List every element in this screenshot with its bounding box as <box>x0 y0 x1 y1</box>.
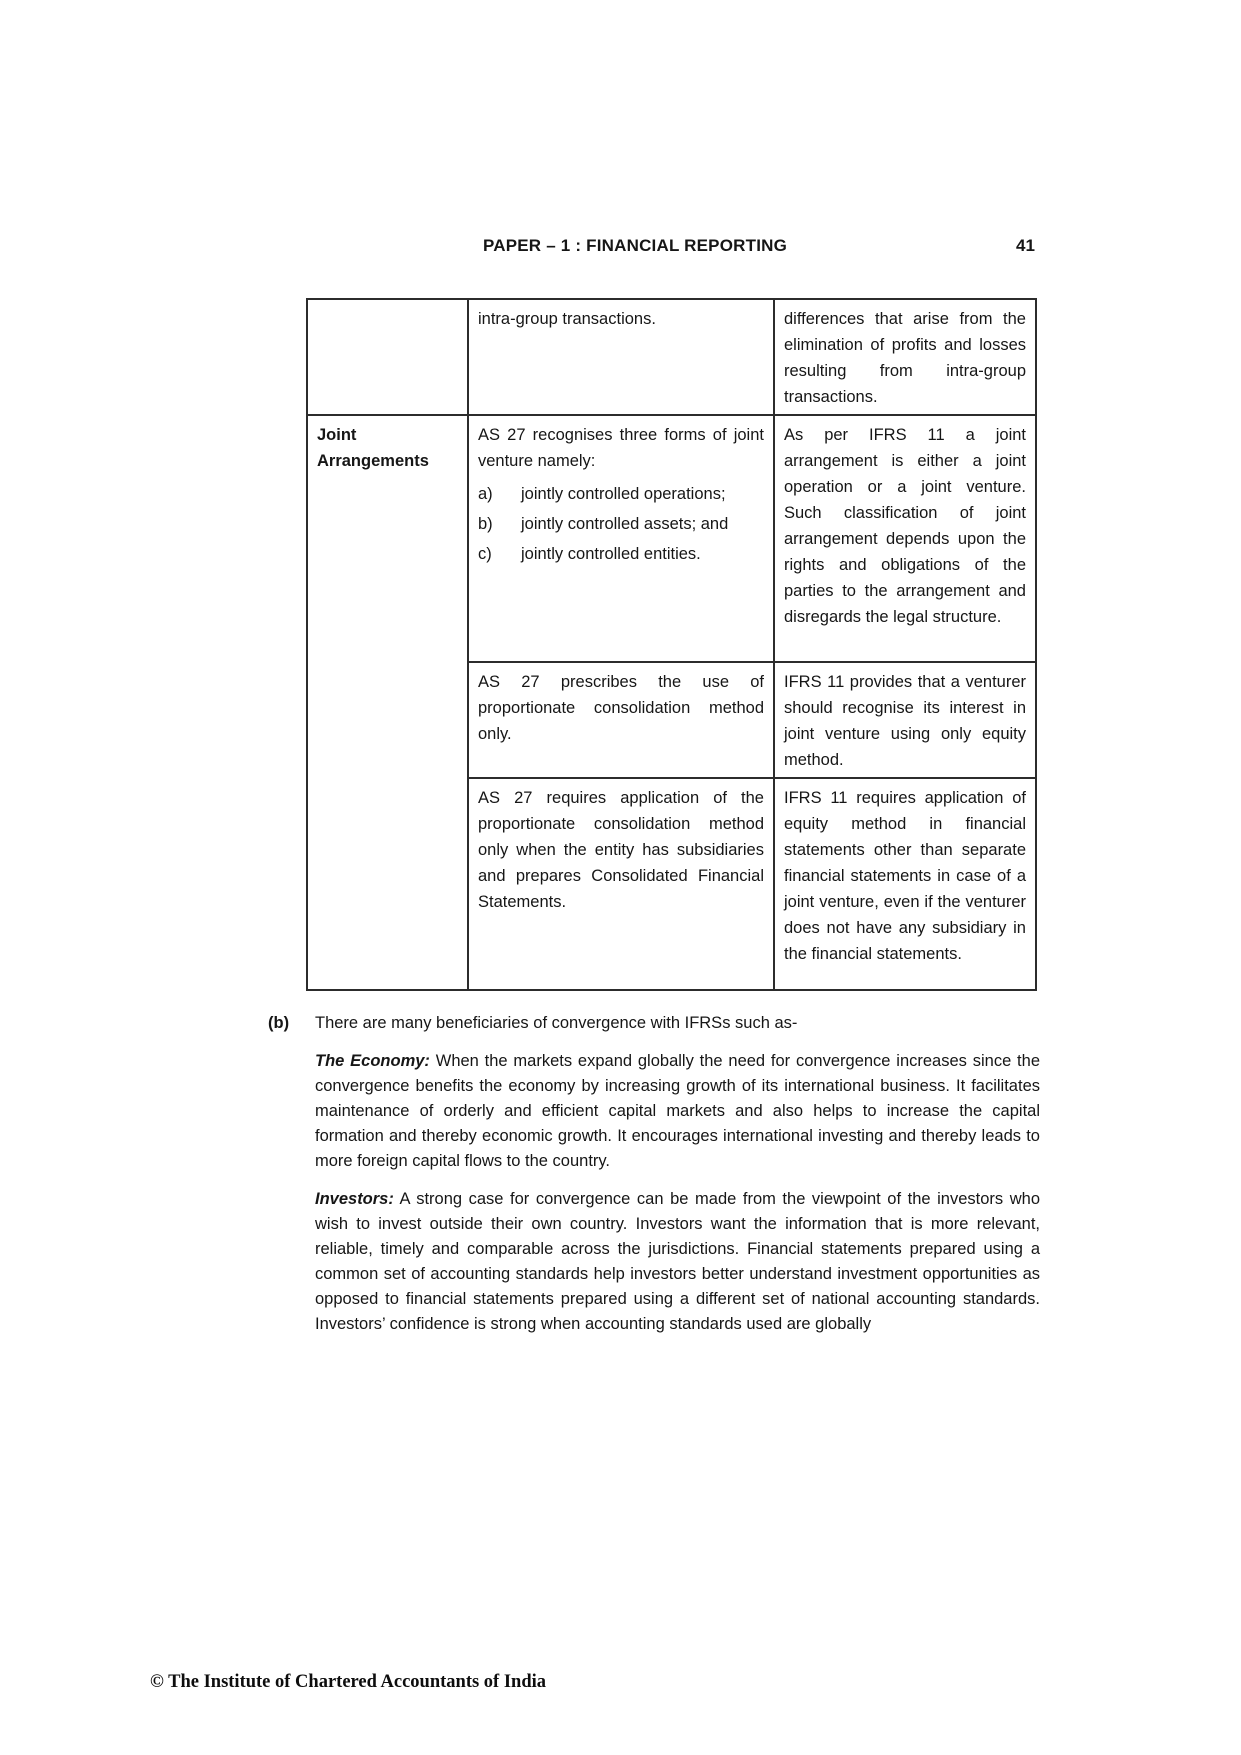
as27-list <box>478 481 764 567</box>
list-item <box>478 511 764 537</box>
list-item-text: jointly controlled entities. <box>521 545 701 563</box>
list-item <box>478 541 764 567</box>
table-row <box>307 299 1036 415</box>
as27-cell: intra-group transactions. <box>468 299 774 415</box>
list-item-text: jointly controlled assets; and <box>521 515 729 533</box>
list-item-label: b) <box>478 515 493 533</box>
page-number: 41 <box>1016 236 1035 255</box>
list-item-label: a) <box>478 485 493 503</box>
economy-paragraph <box>315 1049 1040 1174</box>
section-b-heading-row <box>268 1011 1040 1036</box>
economy-paragraph-text: When the markets expand globally the need for convergence increases since the convergence benefits the economy by increasing growth of its international business. It facilitates maintenance of orderly and efficient capital markets and also helps to increase the capital formation and thereby economic growth. It encourages international investing and thereby leads to more foreign capital flows to the country. <box>315 1052 1040 1170</box>
section-b <box>268 1011 1040 1337</box>
ifrs11-cell: differences that arise from the elimination of profits and losses resulting from intra-group transactions. <box>774 299 1036 415</box>
ifrs11-cell: As per IFRS 11 a joint arrangement is either a joint operation or a joint venture. Such classification of joint arrangement depends upon the rights and obligations of the parties to the arrangement and disregards the legal structure. <box>774 415 1036 662</box>
as27-intro: AS 27 recognises three forms of joint venture namely: <box>478 426 764 470</box>
list-item-text: jointly controlled operations; <box>521 485 726 503</box>
as27-cell <box>468 415 774 662</box>
page-title: PAPER – 1 : FINANCIAL REPORTING <box>482 236 788 255</box>
as27-ifrs11-comparison-table <box>306 298 1037 991</box>
ifrs11-cell: IFRS 11 requires application of equity method in financial statements other than separate financial statements in case of a joint venture, even if the venturer does not have any subsidiary in the financial statements. <box>774 778 1036 990</box>
investors-paragraph-lead: Investors: <box>315 1190 394 1208</box>
section-b-intro: There are many beneficiaries of convergence with IFRSs such as- <box>315 1014 798 1032</box>
investors-paragraph <box>315 1187 1040 1337</box>
economy-paragraph-lead: The Economy: <box>315 1052 430 1070</box>
topic-cell-empty <box>307 299 468 415</box>
list-item-label: c) <box>478 545 492 563</box>
topic-cell: Joint Arrangements <box>307 415 468 990</box>
ifrs11-cell: IFRS 11 provides that a venturer should recognise its interest in joint venture using only equity method. <box>774 662 1036 778</box>
section-b-marker: (b) <box>268 1014 290 1032</box>
table-row <box>307 415 1036 662</box>
list-item <box>478 481 764 507</box>
copyright-footer: © The Institute of Chartered Accountants of India <box>150 1672 547 1692</box>
as27-cell: AS 27 requires application of the proportionate consolidation method only when the entity has subsidiaries and prepares Consolidated Financial Statements. <box>468 778 774 990</box>
as27-cell: AS 27 prescribes the use of proportionate consolidation method only. <box>468 662 774 778</box>
investors-paragraph-text: A strong case for convergence can be made from the viewpoint of the investors who wish to invest outside their own country. Investors want the information that is more relevant, reliable, timely and comparable across the jurisdictions. Financial statements prepared using a common set of accounting standards help investors better understand investment opportunities as opposed to financial statements prepared using a different set of national accounting standards. Investors’ confidence is strong when accounting standards used are globally <box>315 1190 1040 1333</box>
